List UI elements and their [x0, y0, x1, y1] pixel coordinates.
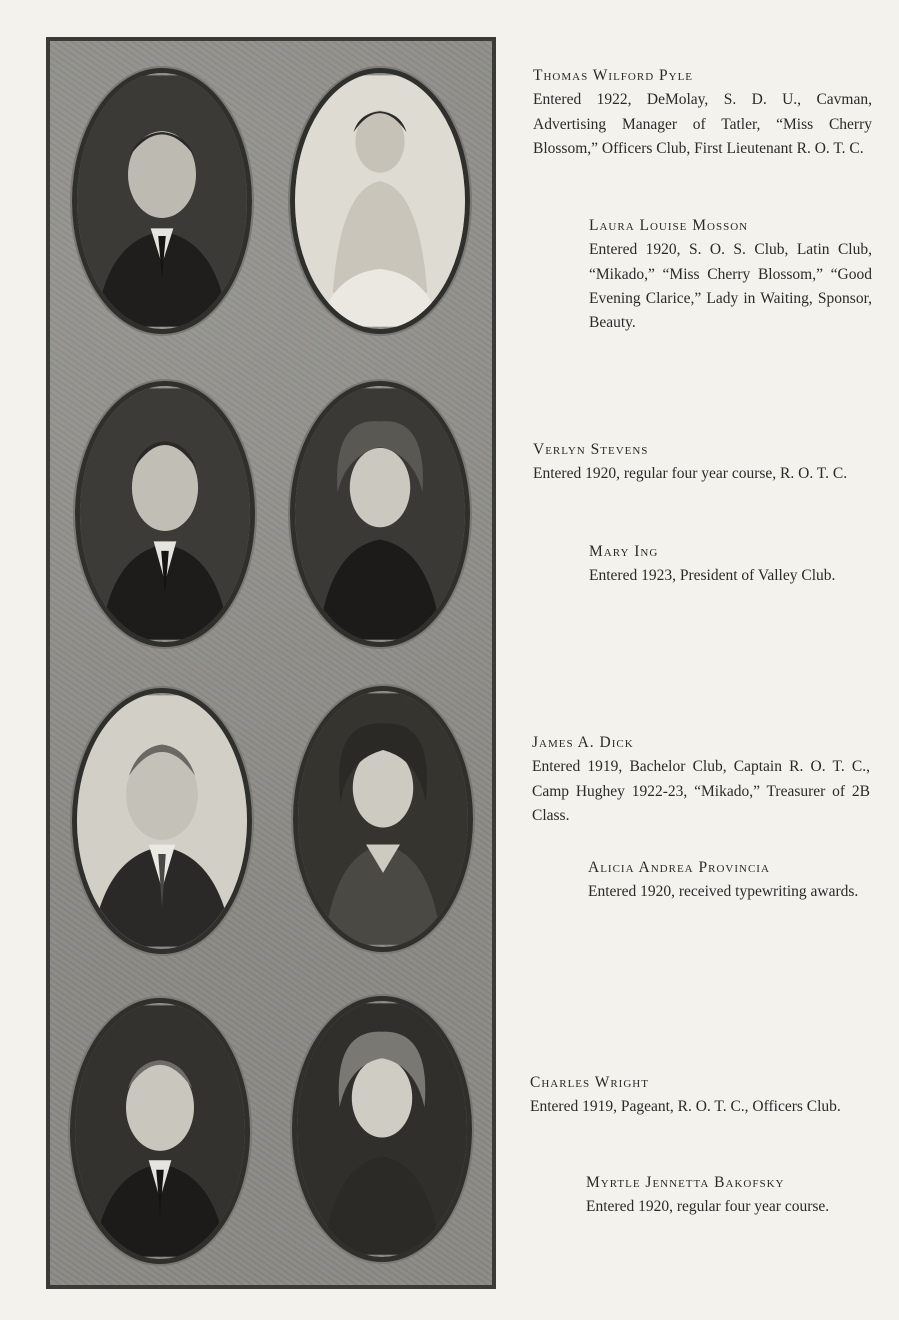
male-portrait-icon	[77, 693, 247, 949]
student-name: James A. Dick	[532, 734, 634, 751]
student-name: Myrtle Jennetta Bakofsky	[586, 1174, 785, 1191]
student-activities: Entered 1920, regular four year course.	[586, 1198, 830, 1216]
entry-verlyn-stevens	[533, 438, 872, 487]
entry-james-a-dick	[532, 731, 870, 828]
portrait-james-a-dick	[72, 688, 252, 954]
student-name: Charles Wright	[530, 1074, 649, 1091]
entry-charles-wright	[530, 1071, 870, 1120]
student-name: Verlyn Stevens	[533, 441, 649, 458]
male-portrait-icon	[80, 386, 250, 642]
female-portrait-icon	[297, 1001, 467, 1257]
portrait-thomas-wilford-pyle	[72, 68, 252, 334]
student-name: Alicia Andrea Provincia	[588, 859, 770, 876]
portrait-charles-wright	[70, 998, 250, 1264]
portrait-mary-ing	[290, 381, 470, 647]
female-portrait-icon	[298, 691, 468, 947]
student-name: Thomas Wilford Pyle	[533, 67, 694, 84]
student-activities: Entered 1920, regular four year course, R. O. T. C.	[533, 465, 848, 483]
portrait-myrtle-jennetta-bakofsky	[292, 996, 472, 1262]
entry-myrtle-jennetta-bakofsky	[586, 1171, 870, 1220]
male-portrait-icon	[77, 73, 247, 329]
student-activities: Entered 1919, Pageant, R. O. T. C., Officers Club.	[530, 1098, 841, 1116]
female-portrait-icon	[295, 386, 465, 642]
student-activities: Entered 1920, received typewriting awards.	[588, 883, 859, 901]
male-portrait-icon	[75, 1003, 245, 1259]
portrait-verlyn-stevens	[75, 381, 255, 647]
portrait-alicia-andrea-provincia	[293, 686, 473, 952]
student-activities: Entered 1923, President of Valley Club.	[589, 567, 836, 585]
portrait-laura-louise-mosson	[290, 68, 470, 334]
entry-mary-ing	[589, 540, 872, 589]
student-activities: Entered 1920, S. O. S. Club, Latin Club, “Mikado,” “Miss Cherry Blossom,” “Good Evening Clarice,” Lady in Waiting, Sponsor, Beauty.	[589, 241, 872, 332]
entry-thomas-wilford-pyle	[533, 64, 872, 161]
student-name: Laura Louise Mosson	[589, 217, 749, 234]
female-portrait-icon	[295, 73, 465, 329]
entry-alicia-andrea-provincia	[588, 856, 870, 905]
entry-laura-louise-mosson	[589, 214, 872, 335]
student-name: Mary Ing	[589, 543, 659, 560]
student-activities: Entered 1919, Bachelor Club, Captain R. O. T. C., Camp Hughey 1922-23, “Mikado,” Treasurer of 2B Class.	[532, 758, 870, 824]
student-activities: Entered 1922, DeMolay, S. D. U., Cavman, Advertising Manager of Tatler, “Miss Cherry Blossom,” Officers Club, First Lieutenant R. O. T. C.	[533, 91, 872, 157]
